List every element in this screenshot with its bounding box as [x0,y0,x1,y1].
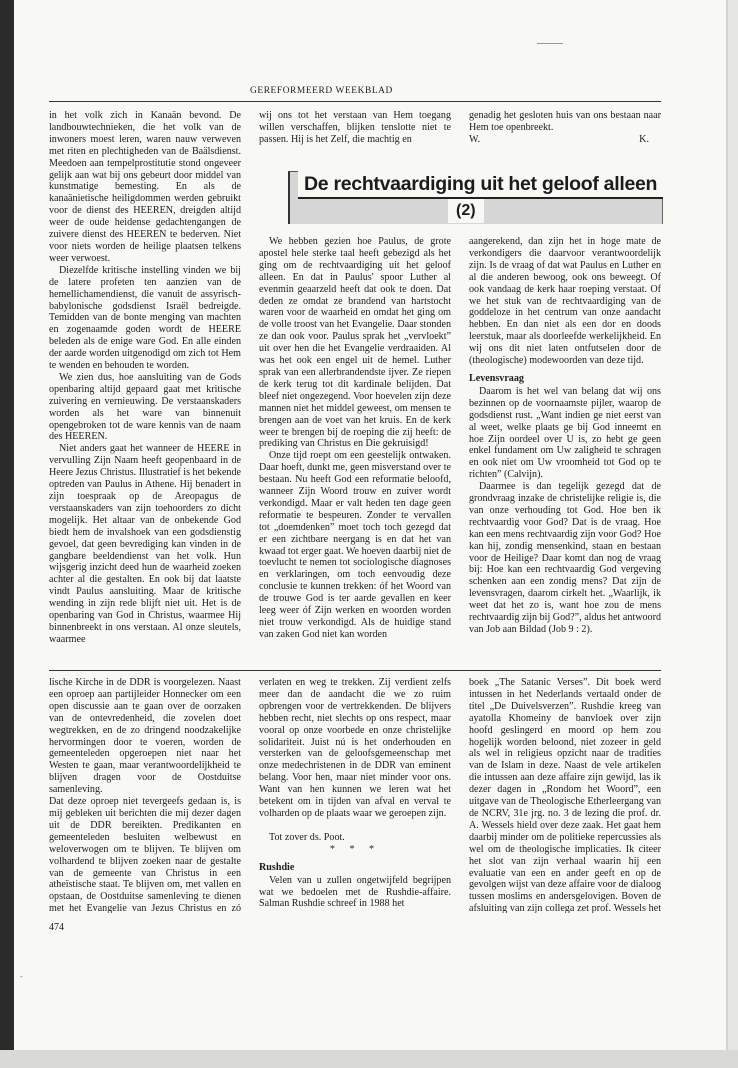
column-left-top [49,110,241,668]
header-rule [49,101,661,102]
section-rule [49,670,661,671]
article-column-b [469,236,661,668]
bottom-column-right [469,677,661,913]
column-middle-top [259,110,451,150]
margin-mark: - [20,972,23,981]
paragraph: wij ons tot het verstaan van Hem toegang willen verschaffen, blijken tenslotte niet te passen. Hij is het Zelf, die machtig en [259,110,451,145]
paragraph: boek „The Satanic Verses”. Dit boek werd intussen in het Nederlands vertaald onder de titel „De Duivelsverzen”. Rushdie kreeg van ayatolla Khomeiny de banvloek over zijn hoofd geslingerd en moord op hem zou hogelijk worden beloond, niet zozeer in geld als wel in religieus opzicht naar de tradities van de Islam in deze. Naast de vele artikelen die intussen aan deze affaire zijn gewijd, las ik dezer dagen in „Rondom het Woord”, een uitgave van de Theologische Etherleergang van de NCRV, 31e jrg. no. 3 de lezing die prof. dr. A. Wessels hield over deze zaak. Het gaat hem daarbij minder om de politieke repercussies als wel om de theologische implicaties. Ik citeer het slot van zijn verhaal waarin hij een evaluatie van een en ander geeft en op de gevolgen wijst van deze affaire voor de dialoog tussen moslims en andersgelovigen. Boven de afsluiting van zijn collega zet prof. Wessels het [469,677,661,913]
section-heading: Rushdie [259,861,295,873]
section-separator: * * * [329,843,381,855]
bottom-column-left [49,677,241,913]
paragraph: Velen van u zullen ongetwijfeld begrijpen wat we bedoelen met de Rushdie-affaire. Salman Rushdie schreef in 1988 het [259,874,451,910]
paragraph: We hebben gezien hoe Paulus, de grote apostel hele sterke taal heeft gebezigd als het ging om de rechtvaardiging uit het geloof alleen. En dat in Paulus' spoor Luther al evenmin geaarzeld heeft dat ook te doen. Dat deden ze omdat ze brandend van hartstocht waren voor de waarheid en omdat het ging om de volle troost van het Evangelie. Daar stonden ze dan ook voor. Paulus sprak het „vervloekt” uit over hen die het Evangelie verdraaiden. Al was het ook een engel uit de hemel. Luther sprak van een allerbrandendste ijver. Ze riepen de kerk terug tot dit kardinale belijden. Dat bleef niet ongezegend. Voor hoevelen zijn deze mannen niet het middel geweest, om mensen te brengen aan de voet van het kruis. En de kerk weer te brengen bij de roeping die zij heeft: de prediking van Christus en Die gekruisigd! [259,236,451,450]
signature [469,134,661,146]
paragraph: Daarmee is dan tegelijk gezegd dat de grondvraag inzake de christelijke religie is, die van onze verhouding tot God. Hoe ben ik rechtvaardig voor God? Dat is de vraag. Hoe kan een mens rechtvaardig zijn voor God? Hoe kan hij, zondig mensenkind, staan en bestaan voor de Heilige? Daar komt dan nog de vraag bij: Hoe kan een rechtvaardig God vergeving schenken aan een zondig mens? Dat zijn de levensvragen, daarom cirkelt het. „Waarlijk, ik weet dat het zo is, want hoe zou de mens rechtvaardig zijn bij God?”, aldus het antwoord van Job aan Bildad (Job 9 : 2). [469,481,661,635]
paragraph: Diezelfde kritische instelling vinden we bij de latere profeten ten aanzien van de hemellichamendienst, die vanuit de assyrisch-babylonische godsdienst Israël bedreigde. Temidden van de bonte menging van machten en zogenaamde goden wordt de HEERE beleden als de enige ware God. En alle einden der aarde worden uitgenodigd om zich tot Hem te wenden en behouden te worden. [49,264,241,372]
scan-edge-left [0,0,14,1068]
page-number: 474 [49,922,64,933]
signature-initial-left: W. [469,133,481,145]
paragraph: We zien dus, hoe aansluiting van de Gods openbaring altijd gepaard gaat met kritische zuivering en vernieuwing. De verstaanskaders worden als het ware van binnenuit opengebroken tot de ware kennis van de naam des HEEREN. [49,371,241,443]
paragraph: lische Kirche in de DDR is voorgelezen. Naast een oproep aan partijleider Honnecker om een open discussie aan te gaan over de oorzaken van de ontevredenheid, die zovelen doet wegtrekken, en de zo dringend noodzakelijke hervormingen door te voeren, worden de gemeenteleden opgeroepen niet naar het Westen te gaan, maar verantwoordelijkheid te blijven dragen voor de Oostduitse samenleving. [49,677,241,796]
column-right-top [469,110,661,154]
scan-mark [537,43,563,44]
article-title: De rechtvaardiging uit het geloof alleen [298,171,663,199]
paragraph: in het volk zich in Kanaän bevond. De landbouwtechnieken, die het volk van de inwoners moest leren, waren nauw verweven met riten en plechtigheden van de Baälsdienst. Meedoen aan tempelprostitutie stond ongeveer gelijk aan wat bij ons gebeurt door middel van kunstmatige bemesting. En als de kanaänietische heiligdommen werden gebruikt voor de dienst des HEEREN, dreigden altijd weer de oude heidense gedachtengangen de zuivere dienst des HEEREN te bederven. Niet voor niets worden de heilige plaatsen telkens weer verwoest. [49,110,241,264]
running-head: GEREFORMEERD WEEKBLAD [250,86,393,96]
paragraph: verlaten en weg te trekken. Zij verdient zelfs meer dan de aandacht die we zo ruim opbrengen voor de vertrekkenden. De blijvers hebben recht, niet slechts op ons respect, maar vooral op onze voorbede en onze christelijke solidariteit. Juist nú is het onderhouden en versterken van de geloofsgemeenschap met onze medechristenen in de DDR van eminent belang. Voor hen, maar niet minder voor ons. Want van hen kunnen we leren wat het betekent om in tijden van afval en verval te volharden op de plaats waar we geroepen zijn. [259,677,451,819]
bottom-column-middle [259,677,451,913]
signature-initial-right: K. [639,133,649,145]
paragraph: Dat deze oproep niet tevergeefs gedaan is, is mij gebleken uit berichten die mij dezer dagen uit de DDR bereikten. Predikanten en gemeenteleden besluiten welbewust en weloverwogen om te blijven. Te blijven om volhardend te blijven zoeken naar de gestalte van de gemeente van Christus in een atheïstische staat. Te blijven om, met vallen en opstaan, de Oostduitse samenleving te dienen met het Evangelie van Jezus Christus en zó [49,796,241,913]
article-subtitle: (2) [448,199,484,223]
paragraph: Onze tijd roept om een geestelijk ontwaken. Daar hoeft, dunkt me, geen misverstand over te bestaan. Nu heeft God een reformatie beloofd, wanneer Zijn Woord trouw en zuiver wordt verkondigd. Maar er valt heden ten dage geen reformatie te bespeuren. Zonder te vervallen tot „doemdenken” moet toch toch gezegd dat er een zichtbare neergang is en dat het van kwaad tot erger gaat. We hoeven daarbij niet de toevlucht te nemen tot sociologische diagnoses en verklaringen, om toch eenvoudig deze conclusie te kunnen trekken: óf het Woord van de trouwe God is ter aarde gevallen en keer leeg weer óf Zijn werken en woorden worden niet trouw verkondigd. Als de huidige stand van zaken God niet kan worden [259,450,451,640]
scan-edge-bottom [0,1050,738,1068]
section-heading: Levensvraag [469,372,524,384]
paragraph: Niet anders gaat het wanneer de HEERE in vervulling Zijn Naam heeft geopenbaard in de Heere Jezus Christus. Illustratief is het bekende optreden van Paulus in Athene. Hij benadert in zijn toespraak op de Areopagus de verstaanskaders van zijn toehoorders zo dicht mogelijk. Het altaar van de onbekende God biedt hem de invalshoek van een godsdienstig gevoel, dat geen bevrediging kan vinden in de gangbare beeldendienst van het volk. Hun wijsgerig inzicht deed hun de waarheid zoeken achter al die gestalten. En ook bij dat laatste vindt Paulus aansluiting. Maar de kritische wending in zijn rede blijft niet uit. Het is de openbaring van God in Christus, waarmee Hij binnenbreekt in ons verstaan. Al onze sleutels, waarmee [49,443,241,645]
paragraph: Daarom is het wel van belang dat wij ons bezinnen op de voornaamste pijler, waarop de godsdienst rust. „Want indien ge niet eerst van al weet, welke plaats ge bij God inneemt en hoe Zijn oordeel over U is, zo hebt ge geen enkel fundament om Uw zaligheid te schragen en ook niet om Uw vroomheid tot God op te richten” (Calvijn). [469,385,661,481]
article-column-a [259,236,451,668]
paragraph: Tot zover ds. Poot. [269,831,345,843]
paragraph: genadig het gesloten huis van ons bestaan naar Hem toe openbreekt. [469,110,661,133]
paragraph: aangerekend, dan zijn het in hoge mate de verkondigers die daarvoor verantwoordelijk zijn. Is de vraag of dat wat Paulus en Luther en al die anderen bewoog, ook ons beweegt. Of ook vandaag de kerk haar roeping verstaat. Of we het stuk van de rechtvaardiging van de goddeloze in het centrum van onze aandacht hebben. En dan niet als een dor en doods leerstuk, maar als doorleefde werkelijkheid. En wij ons dit niet laten ontfutselen door de (theologische) modewoorden van deze tijd. [469,236,661,367]
